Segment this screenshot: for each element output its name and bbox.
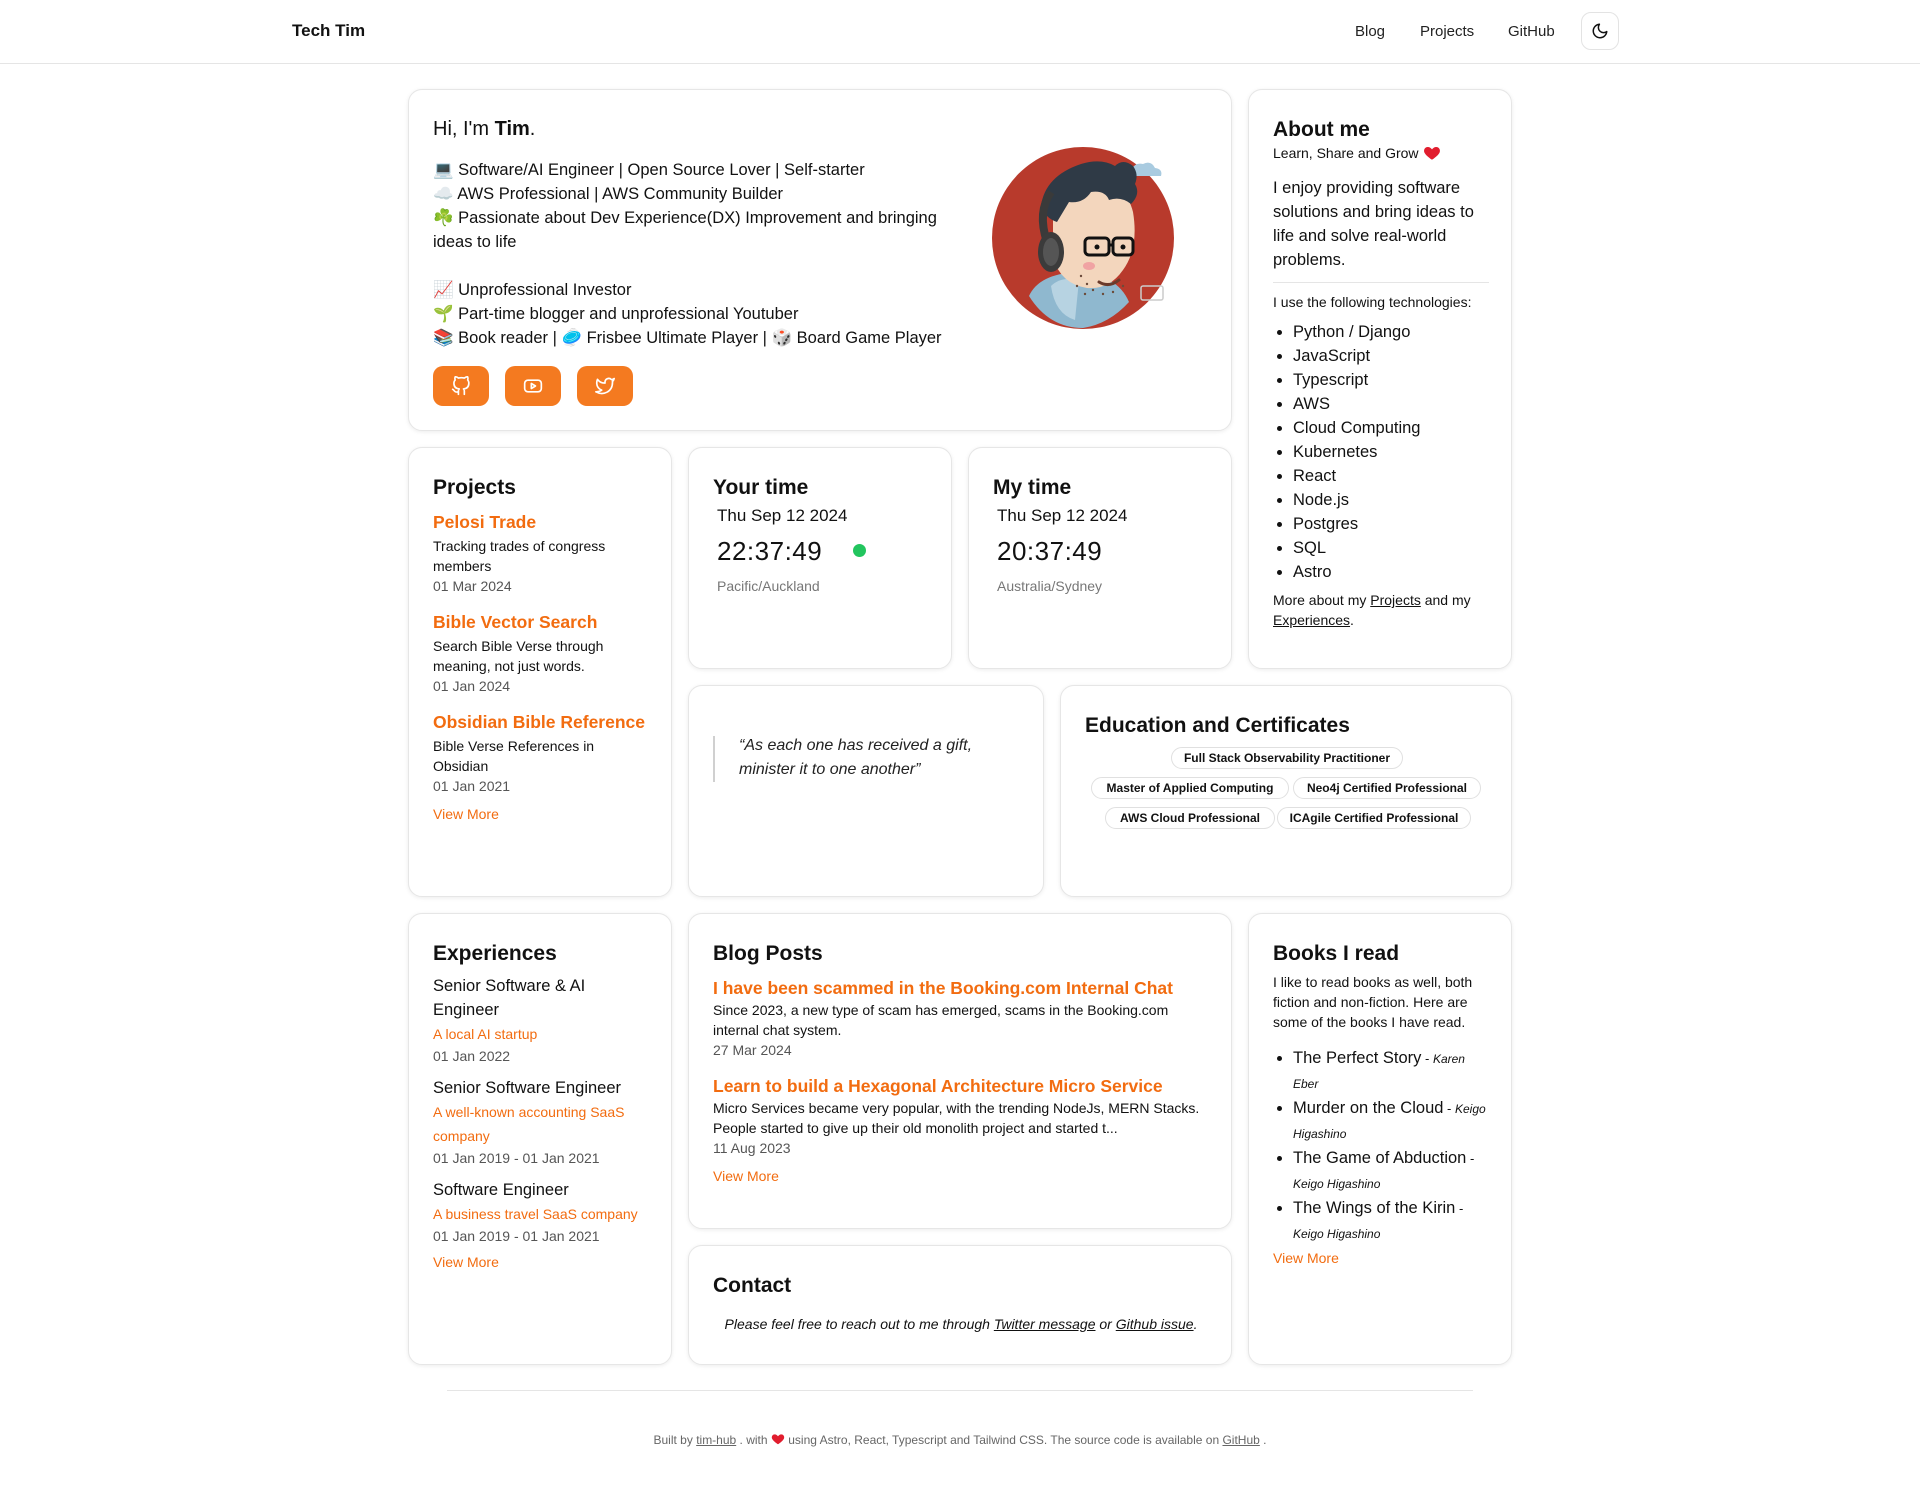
about-more: More about my Projects and my Experiences. (1273, 592, 1471, 628)
experience-item (433, 1076, 655, 1168)
heart-icon (771, 1432, 785, 1446)
blog-post-link[interactable]: Learn to build a Hexagonal Architecture Micro Service (713, 1076, 1163, 1096)
about-experiences-link[interactable]: Experiences (1273, 612, 1351, 628)
experiences-card (408, 913, 672, 1365)
bio-line: ☘️ Passionate about Dev Experience(DX) Improvement and bringing ideas to life (433, 209, 937, 251)
quote-text: “As each one has received a gift, minister it to one another” (739, 737, 973, 778)
blog-date: 11 Aug 2023 (713, 1140, 791, 1156)
experience-date: 01 Jan 2019 - 01 Jan 2021 (433, 1228, 600, 1244)
technology-item: Postgres (1273, 512, 1493, 536)
blog-item (713, 1074, 1211, 1158)
about-subtitle: Learn, Share and Grow (1273, 144, 1441, 162)
footer: Built by tim-hub . with using Astro, React, Typescript and Tailwind CSS. The source code is available on GitHub . (653, 1433, 1267, 1447)
experience-role: Senior Software Engineer (433, 1079, 622, 1097)
certificate-badge: Full Stack Observability Practitioner (1171, 747, 1403, 769)
github-icon (451, 376, 471, 396)
experience-company: A business travel SaaS company (433, 1206, 638, 1222)
technology-item: SQL (1273, 536, 1493, 560)
books-view-more-link[interactable]: View More (1273, 1250, 1339, 1266)
experience-item (433, 1178, 655, 1246)
experience-list (433, 974, 655, 1272)
certificate-badge: ICAgile Certified Professional (1277, 807, 1471, 829)
book-author: Keigo Higashino (1293, 1177, 1381, 1191)
source-code-link[interactable]: GitHub (1222, 1433, 1260, 1447)
online-status-dot (853, 544, 866, 557)
certificate-badge: AWS Cloud Professional (1105, 807, 1275, 829)
my-time-title: My time (993, 476, 1072, 499)
nav-github[interactable]: GitHub (1508, 23, 1555, 40)
bio-line: 🌱 Part-time blogger and unprofessional Youtuber (433, 305, 799, 323)
quote-border (713, 736, 715, 782)
contact-text: Please feel free to reach out to me through Twitter message or Github issue. (724, 1316, 1198, 1332)
youtube-icon (522, 376, 544, 396)
book-title: The Wings of the Kirin (1293, 1199, 1456, 1217)
technology-item: Python / Django (1273, 320, 1493, 344)
bio-line: 📈 Unprofessional Investor (433, 281, 632, 299)
experiences-title: Experiences (433, 942, 557, 965)
blog-item (713, 976, 1211, 1060)
bio-line: 💻 Software/AI Engineer | Open Source Lover | Self-starter (433, 161, 865, 179)
education-card (1060, 685, 1512, 897)
avatar-illustration (991, 146, 1175, 336)
tech-intro: I use the following technologies: (1273, 294, 1472, 310)
book-item: The Game of Abduction - Keigo Higashino (1273, 1146, 1493, 1196)
technology-item: Node.js (1273, 488, 1493, 512)
experience-company: A well-known accounting SaaS company (433, 1104, 625, 1144)
hero-name: Tim (494, 118, 530, 140)
blog-view-more-link[interactable]: View More (713, 1168, 779, 1184)
twitter-icon (594, 376, 616, 396)
education-title: Education and Certificates (1085, 714, 1350, 737)
experience-date: 01 Jan 2022 (433, 1048, 511, 1064)
blog-description: Micro Services became very popular, with the trending NodeJs, MERN Stacks. People started to give up their old monolith project and started t... (713, 1100, 1200, 1136)
books-title: Books I read (1273, 942, 1400, 965)
about-projects-link[interactable]: Projects (1370, 592, 1421, 608)
project-list (433, 508, 653, 824)
project-date: 01 Jan 2021 (433, 778, 511, 794)
divider (1273, 282, 1489, 283)
youtube-button[interactable] (505, 366, 561, 406)
contact-title: Contact (713, 1274, 792, 1297)
github-button[interactable] (433, 366, 489, 406)
project-item (433, 608, 653, 696)
technology-item: React (1273, 464, 1493, 488)
your-time-clock: 22:37:49 (717, 536, 823, 566)
projects-card (408, 447, 672, 897)
theme-toggle-button[interactable] (1581, 12, 1619, 50)
certificate-badge: Master of Applied Computing (1091, 777, 1289, 799)
experience-company: A local AI startup (433, 1026, 538, 1042)
experience-date: 01 Jan 2019 - 01 Jan 2021 (433, 1150, 600, 1166)
book-item: Murder on the Cloud - Keigo Higashino (1273, 1096, 1493, 1146)
your-timezone: Pacific/Auckland (717, 578, 820, 594)
moon-icon (1591, 22, 1609, 40)
author-link[interactable]: tim-hub (696, 1433, 737, 1447)
hero-card (408, 89, 1232, 431)
my-time-clock: 20:37:49 (997, 536, 1103, 566)
experience-role: Software Engineer (433, 1181, 569, 1199)
project-link[interactable]: Obsidian Bible Reference (433, 712, 646, 732)
bio-line: ☁️ AWS Professional | AWS Community Builder (433, 185, 784, 203)
brand-link[interactable]: Tech Tim (292, 21, 366, 40)
project-item (433, 708, 653, 796)
my-time-card (968, 447, 1232, 669)
twitter-button[interactable] (577, 366, 633, 406)
project-link[interactable]: Bible Vector Search (433, 612, 598, 632)
blog-list (713, 976, 1211, 1186)
about-description: I enjoy providing software solutions and bring ideas to life and solve real-world problems. (1273, 179, 1474, 269)
technology-item: Typescript (1273, 368, 1493, 392)
project-item (433, 508, 653, 596)
book-item: The Perfect Story - Karen Eber (1273, 1046, 1493, 1096)
technology-list (1273, 320, 1493, 584)
about-title: About me (1273, 118, 1370, 141)
book-author: Karen Eber (1293, 1052, 1465, 1091)
book-title: Murder on the Cloud (1293, 1099, 1444, 1117)
hero-greeting: Hi, I'm Tim. (433, 118, 536, 140)
books-card (1248, 913, 1512, 1365)
blog-title: Blog Posts (713, 942, 823, 965)
project-date: 01 Jan 2024 (433, 678, 511, 694)
book-author: Keigo Higashino (1293, 1227, 1381, 1241)
project-link[interactable]: Pelosi Trade (433, 512, 537, 532)
your-time-date: Thu Sep 12 2024 (717, 506, 848, 525)
hero-bio (433, 158, 973, 350)
your-time-card (688, 447, 952, 669)
technology-item: AWS (1273, 392, 1493, 416)
books-intro: I like to read books as well, both fiction and non-fiction. Here are some of the books I have read. (1273, 974, 1473, 1030)
technology-item: Cloud Computing (1273, 416, 1493, 440)
book-list (1273, 1046, 1493, 1246)
contact-card (688, 1245, 1232, 1365)
blog-post-link[interactable]: I have been scammed in the Booking.com Internal Chat (713, 978, 1173, 998)
experience-item (433, 974, 655, 1066)
my-timezone: Australia/Sydney (997, 578, 1103, 594)
footer-divider (447, 1390, 1473, 1391)
quote-card (688, 685, 1044, 897)
your-time-title: Your time (713, 476, 809, 499)
experiences-view-more-link[interactable]: View More (433, 1254, 499, 1270)
blog-description: Since 2023, a new type of scam has emerged, scams in the Booking.com internal chat system. (713, 1002, 1169, 1038)
project-date: 01 Mar 2024 (433, 578, 512, 594)
project-description: Search Bible Verse through meaning, not just words. (433, 638, 604, 674)
nav-projects[interactable]: Projects (1420, 23, 1475, 40)
book-author: Keigo Higashino (1293, 1102, 1486, 1141)
bio-line: 📚 Book reader | 🥏 Frisbee Ultimate Player | 🎲 Board Game Player (433, 329, 942, 347)
projects-view-more-link[interactable]: View More (433, 806, 499, 822)
book-title: The Perfect Story (1293, 1049, 1422, 1067)
my-time-date: Thu Sep 12 2024 (997, 506, 1128, 525)
top-navbar (0, 0, 1920, 64)
technology-item: Kubernetes (1273, 440, 1493, 464)
certificate-badge: Neo4j Certified Professional (1293, 777, 1481, 799)
technology-item: Astro (1273, 560, 1493, 584)
twitter-message-link[interactable]: Twitter message (993, 1316, 1096, 1332)
book-item: The Wings of the Kirin - Keigo Higashino (1273, 1196, 1493, 1246)
technology-item: JavaScript (1273, 344, 1493, 368)
experience-role: Senior Software & AI Engineer (433, 977, 586, 1019)
project-description: Tracking trades of congress members (433, 538, 606, 574)
github-issue-link[interactable]: Github issue (1115, 1316, 1194, 1332)
about-me-card (1248, 89, 1512, 669)
project-description: Bible Verse References in Obsidian (433, 738, 595, 774)
projects-title: Projects (433, 476, 516, 499)
nav-blog[interactable]: Blog (1355, 23, 1386, 40)
heart-icon (1423, 144, 1441, 162)
blog-posts-card (688, 913, 1232, 1229)
blog-date: 27 Mar 2024 (713, 1042, 792, 1058)
book-title: The Game of Abduction (1293, 1149, 1467, 1167)
